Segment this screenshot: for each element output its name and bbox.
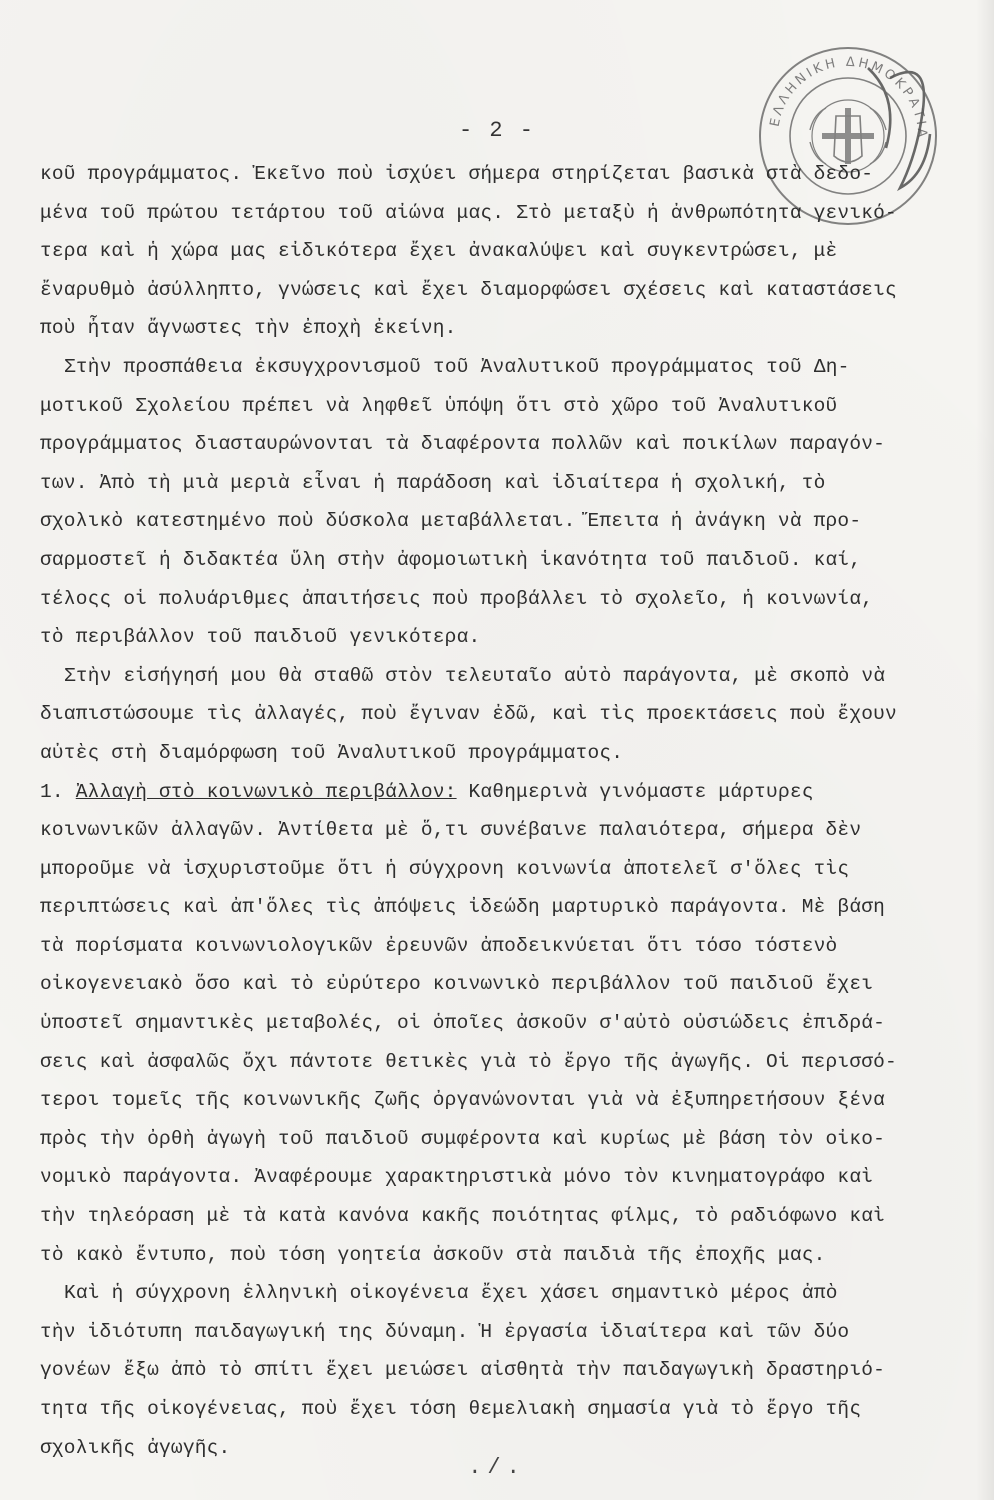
section-1-first-line: [40, 773, 970, 812]
text-line: σχολικὸ κατεστημένο ποὺ δύσκολα μεταβάλλεται. Ἔπειτα ἡ ἀνάγκη νὰ προ-: [40, 510, 862, 533]
text-line: μοτικοῦ Σχολείου πρέπει νὰ ληφθεῖ ὑπόψη ὅτι στὸ χῶρο τοῦ Ἀναλυτικοῦ: [40, 394, 838, 417]
text-line: τὴν τηλεόραση μὲ τὰ κατὰ κανόνα κακῆς ποιότητας φίλμς, τὸ ραδιόφωνο καὶ: [40, 1205, 886, 1228]
text-line: πρὸς τὴν ὀρθὴ ἀγωγὴ τοῦ παιδιοῦ συμφέροντα καὶ κυρίως μὲ βάση τὸν οἰκο-: [40, 1127, 886, 1150]
text-line: τὸ κακὸ ἔντυπο, ποὺ τόση γοητεία ἀσκοῦν στὰ παιδιὰ τῆς ἐποχῆς μας.: [40, 1243, 826, 1266]
text-line: ὑποστεῖ σημαντικὲς μεταβολές, οἱ ὁποῖες ἀσκοῦν σ'αὐτὸ οὐσιώδεις ἐπιδρά-: [40, 1012, 886, 1035]
text-line: τητα τῆς οἰκογένειας, ποὺ ἔχει τόση θεμελιακὴ σημασία γιὰ τὸ ἔργο τῆς: [40, 1398, 862, 1420]
text-line: ποὺ ἦταν ἄγνωστες τὴν ἐποχὴ ἐκείνη.: [40, 317, 457, 340]
text-line: αὐτὲς στὴ διαμόρφωση τοῦ Ἀναλυτικοῦ προγράμματος.: [40, 741, 624, 764]
text-line: διαπιστώσουμε τὶς ἀλλαγές, ποὺ ἔγιναν ἐδῶ, καὶ τὶς προεκτάσεις ποὺ ἔχουν: [40, 703, 897, 726]
text-line: προγράμματος διασταυρώνονται τὰ διαφέροντα πολλῶν καὶ ποικίλων παραγόν-: [40, 433, 886, 456]
page-number: - 2 -: [458, 118, 535, 143]
text-line: τὰ πορίσματα κοινωνιολογικῶν ἐρευνῶν ἀποδεικνύεται ὅτι τόσο τόστενὸ: [40, 934, 838, 957]
section-1-heading: Ἀλλαγὴ στὸ κοινωνικὸ περιβάλλον:: [75, 780, 457, 803]
text-line: τερα καὶ ἡ χώρα μας εἰδικότερα ἔχει ἀνακαλύψει καὶ συγκεντρώσει, μὲ: [40, 240, 838, 263]
text-line: γονέων ἔξω ἀπὸ τὸ σπίτι ἔχει μειώσει αἰσθητὰ τὴν παιδαγωγικὴ δραστηριό-: [40, 1359, 886, 1382]
section-1-first-line-text: Καθημερινὰ γινόμαστε μάρτυρες: [456, 780, 814, 803]
text-line: σεις καὶ ἀσφαλῶς ὄχι πάντοτε θετικὲς γιὰ τὸ ἔργο τῆς ἀγωγῆς. Οἱ περισσό-: [40, 1050, 897, 1073]
seal-text: ΕΛΛΗΝΙΚΗ ΔΗΜΟΚΡΑΤΙΑ: [767, 54, 930, 141]
section-1: [40, 773, 970, 1275]
text-line: τεροι τομεῖς τῆς κοινωνικῆς ζωῆς ὀργανώνονται γιὰ νὰ ἐξυπηρετήσουν ξένα: [40, 1089, 886, 1112]
text-line: Στὴν εἰσήγησή μου θὰ σταθῶ στὸν τελευταῖο αὐτὸ παράγοντα, μὲ σκοπὸ νὰ: [64, 664, 886, 687]
text-line: των. Ἀπὸ τὴ μιὰ μεριὰ εἶναι ἡ παράδοση καὶ ἰδιαίτερα ἡ σχολική, τὸ: [40, 471, 826, 494]
continuation-mark: ./.: [468, 1455, 526, 1480]
text-line: τὸ περιβάλλον τοῦ παιδιοῦ γενικότερα.: [40, 626, 481, 649]
closing-paragraph: [40, 1274, 970, 1467]
text-line: νομικὸ παράγοντα. Ἀναφέρουμε χαρακτηριστικὰ μόνο τὸν κινηματογράφο καὶ: [40, 1166, 874, 1189]
body-text: [40, 155, 970, 1467]
text-line: Καὶ ἡ σύγχρονη ἑλληνικὴ οἰκογένεια ἔχει χάσει σημαντικὸ μέρος ἀπὸ: [64, 1282, 838, 1305]
text-line: οἰκογενειακὸ ὅσο καὶ τὸ εὐρύτερο κοινωνικὸ περιβάλλον τοῦ παιδιοῦ ἔχει: [40, 973, 874, 996]
text-line: Στὴν προσπάθεια ἐκσυγχρονισμοῦ τοῦ Ἀναλυτικοῦ προγράμματος τοῦ Δη-: [64, 355, 850, 378]
intro-paragraphs: [40, 155, 970, 773]
text-line: κοῦ προγράμματος. Ἐκεῖνο ποὺ ἰσχύει σήμερα στηρίζεται βασικὰ στὰ δεδο-: [40, 163, 874, 185]
text-line: ἔναρυθμὸ ἀσύλληπτο, γνώσεις καὶ ἔχει διαμορφώσει σχέσεις καὶ καταστάσεις: [40, 278, 897, 301]
text-line: σχολικῆς ἀγωγῆς.: [40, 1436, 231, 1459]
page-edge-shadow: [976, 0, 994, 1500]
text-line: περιπτώσεις καὶ ἀπ'ὅλες τὶς ἀπόψεις ἰδεώδη μαρτυρικὸ παράγοντα. Μὲ βάση: [40, 896, 886, 919]
text-line: σαρμοστεῖ ἡ διδακτέα ὕλη στὴν ἀφομοιωτικὴ ἱκανότητα τοῦ παιδιοῦ. καί,: [40, 548, 862, 571]
section-1-number: 1.: [40, 780, 76, 803]
text-line: μένα τοῦ πρώτου τετάρτου τοῦ αἰώνα μας. Στὸ μεταξὺ ἡ ἀνθρωπότητα γενικό-: [40, 201, 897, 224]
text-line: κοινωνικῶν ἀλλαγῶν. Ἀντίθετα μὲ ὅ,τι συνέβαινε παλαιότερα, σήμερα δὲν: [40, 819, 862, 842]
text-line: τὴν ἰδιότυπη παιδαγωγική της δύναμη. Ἡ ἐργασία ἰδιαίτερα καὶ τῶν δύο: [40, 1320, 850, 1343]
text-line: μποροῦμε νὰ ἰσχυριστοῦμε ὅτι ἡ σύγχρονη κοινωνία ἀποτελεῖ σ'ὅλες τὶς: [40, 857, 850, 880]
text-line: τέλοςς οἱ πολυάριθμες ἀπαιτήσεις ποὺ προβάλλει τὸ σχολεῖο, ἡ κοινωνία,: [40, 587, 874, 610]
